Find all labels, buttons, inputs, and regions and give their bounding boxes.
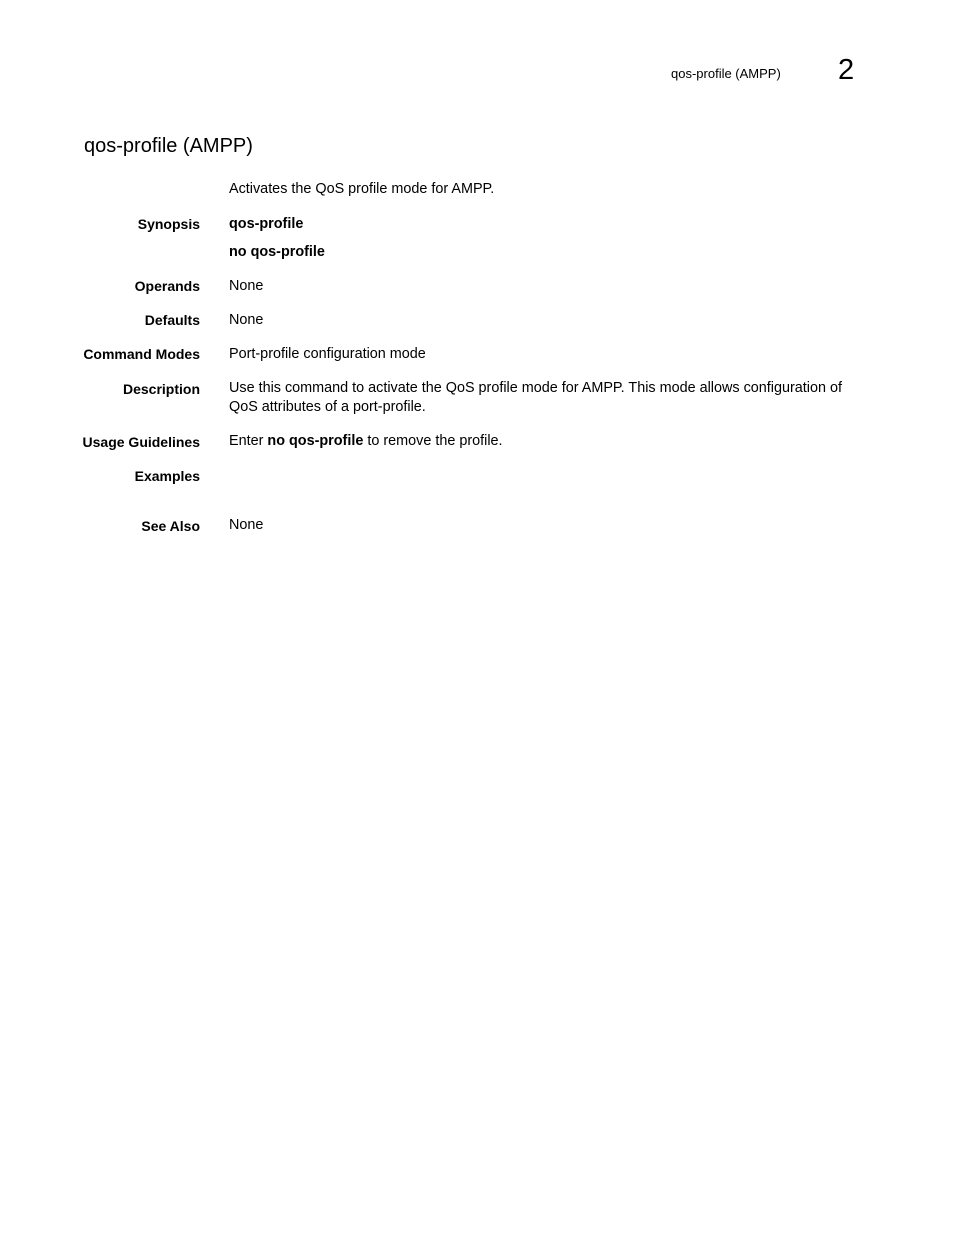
examples-label: Examples xyxy=(134,468,200,484)
synopsis-line-1: qos-profile xyxy=(229,216,304,232)
page-title: qos-profile (AMPP) xyxy=(84,135,253,157)
command-modes-label: Command Modes xyxy=(83,346,200,362)
see-also-text: None xyxy=(229,517,264,533)
defaults-text: None xyxy=(229,312,264,328)
summary-text: Activates the QoS profile mode for AMPP. xyxy=(229,181,495,197)
operands-label: Operands xyxy=(134,278,200,294)
usage-guidelines-label: Usage Guidelines xyxy=(82,434,200,450)
usage-command: no qos-profile xyxy=(267,433,364,449)
see-also-label: See Also xyxy=(141,518,200,534)
usage-guidelines-text xyxy=(229,432,864,451)
usage-suffix: to remove the profile. xyxy=(363,433,503,449)
description-text: Use this command to activate the QoS profile mode for AMPP. This mode allows configuration of QoS attributes of a port-profile. xyxy=(229,380,842,415)
defaults-label: Defaults xyxy=(144,312,200,328)
description-label: Description xyxy=(122,381,200,397)
command-modes-text: Port-profile configuration mode xyxy=(229,346,426,362)
running-title: qos-profile (AMPP) xyxy=(671,66,781,81)
usage-prefix: Enter xyxy=(229,433,268,449)
synopsis-label: Synopsis xyxy=(137,216,200,232)
synopsis-line-2: no qos-profile xyxy=(229,244,325,260)
operands-text: None xyxy=(229,278,264,294)
chapter-number: 2 xyxy=(838,54,855,86)
